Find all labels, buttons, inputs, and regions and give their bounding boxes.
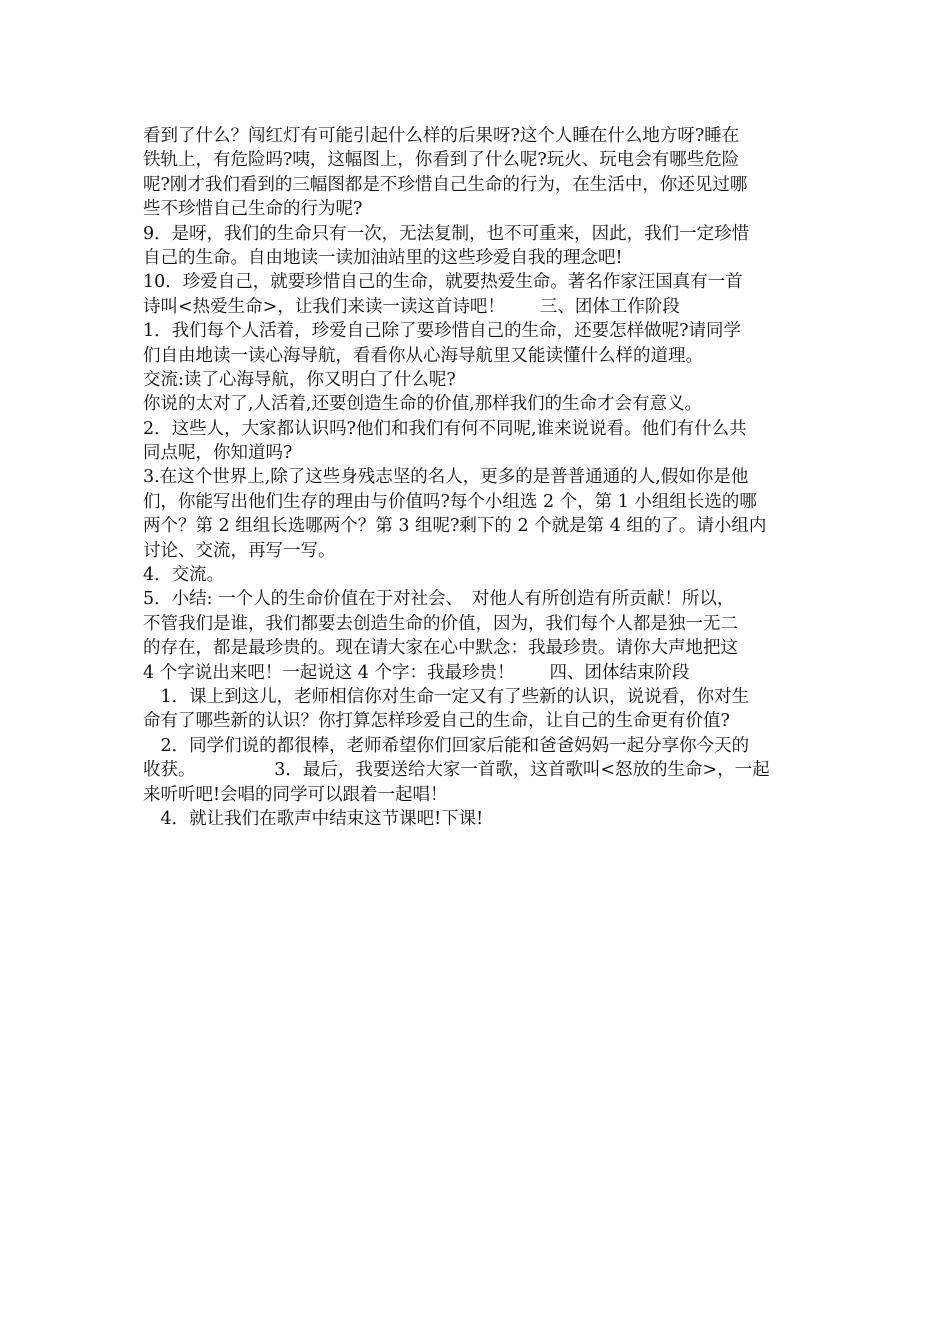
text-line: 你说的太对了,人活着,还要创造生命的价值,那样我们的生命才会有意义。 (143, 394, 703, 415)
text-line: 2．同学们说的都很棒，老师希望你们回家后能和爸爸妈妈一起分享你今天的 (143, 735, 750, 756)
text-line: 4．就让我们在歌声中结束这节课吧!下课! (143, 808, 484, 829)
text-line: 同点呢，你知道吗? (143, 443, 293, 464)
text-line: 1．我们每个人活着，珍爱自己除了要珍惜自己的生命，还要怎样做呢?请同学 (143, 321, 742, 342)
document-body (143, 124, 815, 831)
text-line: 2．这些人，大家都认识吗?他们和我们有何不同呢,谁来说说看。他们有什么共 (143, 418, 747, 439)
text-line: 呢?刚才我们看到的三幅图都是不珍惜自己生命的行为，在生活中，你还见过哪 (143, 174, 748, 195)
text-line: 来听听吧!会唱的同学可以跟着一起唱！ (143, 784, 448, 805)
text-line: 们，你能写出他们生存的理由与价值吗?每个小组选 2 个，第 1 小组组长选的哪 (143, 491, 757, 512)
text-line: 9．是呀，我们的生命只有一次，无法复制，也不可重来，因此，我们一定珍惜 (143, 223, 750, 244)
text-line: 诗叫<热爱生命>，让我们来读一读这首诗吧！ 三、团体工作阶段 (143, 296, 680, 317)
text-line: 1．课上到这儿，老师相信你对生命一定又有了些新的认识，说说看，你对生 (143, 686, 750, 707)
text-line: 自己的生命。自由地读一读加油站里的这些珍爱自我的理念吧! (143, 247, 623, 268)
text-line: 看到了什么？闯红灯有可能引起什么样的后果呀?这个人睡在什么地方呀?睡在 (143, 126, 740, 146)
text-line: 5．小结: 一个人的生命价值在于对社会、 对他人有所创造有所贡献！所以， (143, 589, 735, 610)
text-line: 们自由地读一读心海导航，看看你从心海导航里又能读懂什么样的道理。 (143, 345, 703, 366)
text-line: 些不珍惜自己生命的行为呢? (143, 199, 363, 220)
text-line: 命有了哪些新的认识？你打算怎样珍爱自己的生命，让自己的生命更有价值? (143, 711, 730, 732)
text-line: 讨论、交流，再写一写。 (143, 540, 336, 561)
text-line: 铁轨上，有危险吗?咦，这幅图上，你看到了什么呢?玩火、玩电会有哪些危险 (143, 150, 740, 171)
text-line: 收获。 3．最后，我要送给大家一首歌，这首歌叫<怒放的生命>，一起 (143, 760, 770, 781)
text-line: 交流:读了心海导航，你又明白了什么呢? (143, 369, 456, 390)
text-line: 3.在这个世界上,除了这些身残志坚的名人，更多的是普普通通的人,假如你是他 (143, 467, 749, 488)
text-line: 4．交流。 (143, 565, 225, 586)
text-line: 两个？第 2 组组长选哪两个？第 3 组呢?剩下的 2 个就是第 4 组的了。请小组内 (143, 516, 767, 537)
text-line: 的存在，都是最珍贵的。现在请大家在心中默念：我最珍贵。请你大声地把这 (143, 638, 738, 659)
text-line: 4 个字说出来吧！一起说这 4 个字：我最珍贵！ 四、团体结束阶段 (143, 662, 690, 683)
text-line: 10．珍爱自己，就要珍惜自己的生命，就要热爱生命。著名作家汪国真有一首 (143, 272, 743, 293)
text-line: 不管我们是谁，我们都要去创造生命的价值，因为，我们每个人都是独一无二 (143, 613, 738, 634)
